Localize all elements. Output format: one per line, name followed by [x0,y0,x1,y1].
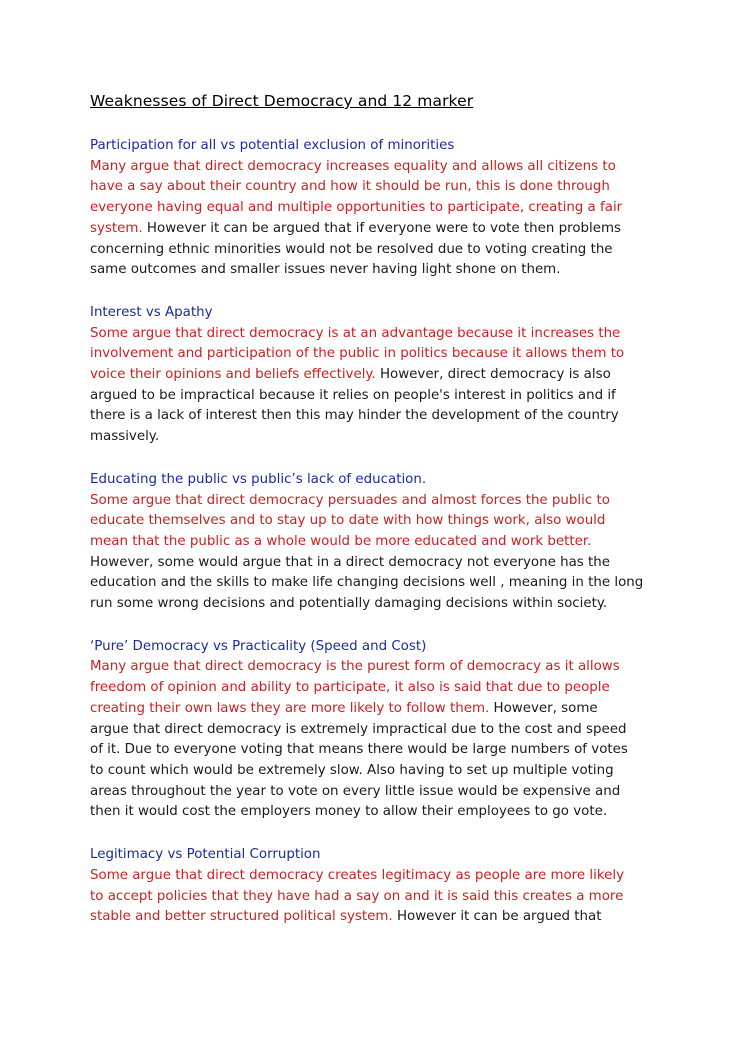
body-line [90,699,670,720]
section-heading: Legitimacy vs Potential Corruption [90,847,321,863]
section [90,637,670,823]
body-line: then it would cost the employers money to allow their employees to go vote. [90,804,608,820]
body-line [90,219,670,240]
argument-for-text: stable and better structured political system. [90,909,393,925]
body-line: However, some would argue that in a direct democracy not everyone has the [90,554,611,570]
body-line: involvement and participation of the public in politics because it allows them to [90,346,625,362]
body-line: argued to be impractical because it relies on people's interest in politics and if [90,387,616,403]
section [90,470,670,615]
body-line: run some wrong decisions and potentially damaging decisions within society. [90,596,608,612]
section [90,845,670,928]
body-line: Many argue that direct democracy is the purest form of democracy as it allows [90,659,620,675]
body-line: there is a lack of interest then this may hinder the development of the country [90,408,619,424]
body-line: argue that direct democracy is extremely impractical due to the cost and speed [90,721,627,737]
body-line: Some argue that direct democracy is at an advantage because it increases the [90,325,621,341]
body-line: to accept policies that they have had a say on and it is said this creates a more [90,888,624,904]
body-line: massively. [90,429,160,445]
argument-against-text: However, some [489,700,598,716]
document-title: Weaknesses of Direct Democracy and 12 marker [90,92,474,110]
body-line: mean that the public as a whole would be more educated and work better. [90,533,592,549]
body-line: education and the skills to make life changing decisions well , meaning in the long [90,575,644,591]
section-heading: Participation for all vs potential exclusion of minorities [90,138,455,153]
body-line: Many argue that direct democracy increases equality and allows all citizens to [90,158,616,174]
body-line: have a say about their country and how it should be run, this is done through [90,179,610,195]
argument-against-text: However it can be argued that if everyone were to vote then problems [142,220,622,236]
body-line: of it. Due to everyone voting that means there would be large numbers of votes [90,742,628,758]
argument-against-text: However it can be argued that [392,909,602,925]
section-heading: Educating the public vs public’s lack of education. [90,471,427,487]
body-line: areas throughout the year to vote on every little issue would be expensive and [90,783,621,799]
section-heading: ‘Pure’ Democracy vs Practicality (Speed and Cost) [90,638,427,654]
argument-for-text: system. [90,220,143,236]
section [90,136,670,281]
body-line: everyone having equal and multiple opportunities to participate, creating a fair [90,200,623,216]
body-line [90,365,670,386]
body-line: Some argue that direct democracy creates legitimacy as people are more likely [90,867,624,883]
body-line: concerning ethnic minorities would not be resolved due to voting creating the [90,241,613,257]
sections-container [90,136,670,928]
body-line: same outcomes and smaller issues never having light shone on them. [90,262,561,278]
argument-for-text: creating their own laws they are more likely to follow them. [90,700,490,716]
body-line: to count which would be extremely slow. Also having to set up multiple voting [90,762,614,778]
body-line: freedom of opinion and ability to participate, it also is said that due to people [90,680,610,696]
section-heading: Interest vs Apathy [90,304,213,320]
body-line: Some argue that direct democracy persuades and almost forces the public to [90,492,610,508]
document-page [90,88,670,928]
body-line: educate themselves and to stay up to date with how things work, also would [90,513,606,529]
argument-for-text: voice their opinions and beliefs effectively. [90,367,376,383]
body-line [90,907,670,928]
section [90,303,670,448]
argument-against-text: However, direct democracy is also [375,367,611,383]
